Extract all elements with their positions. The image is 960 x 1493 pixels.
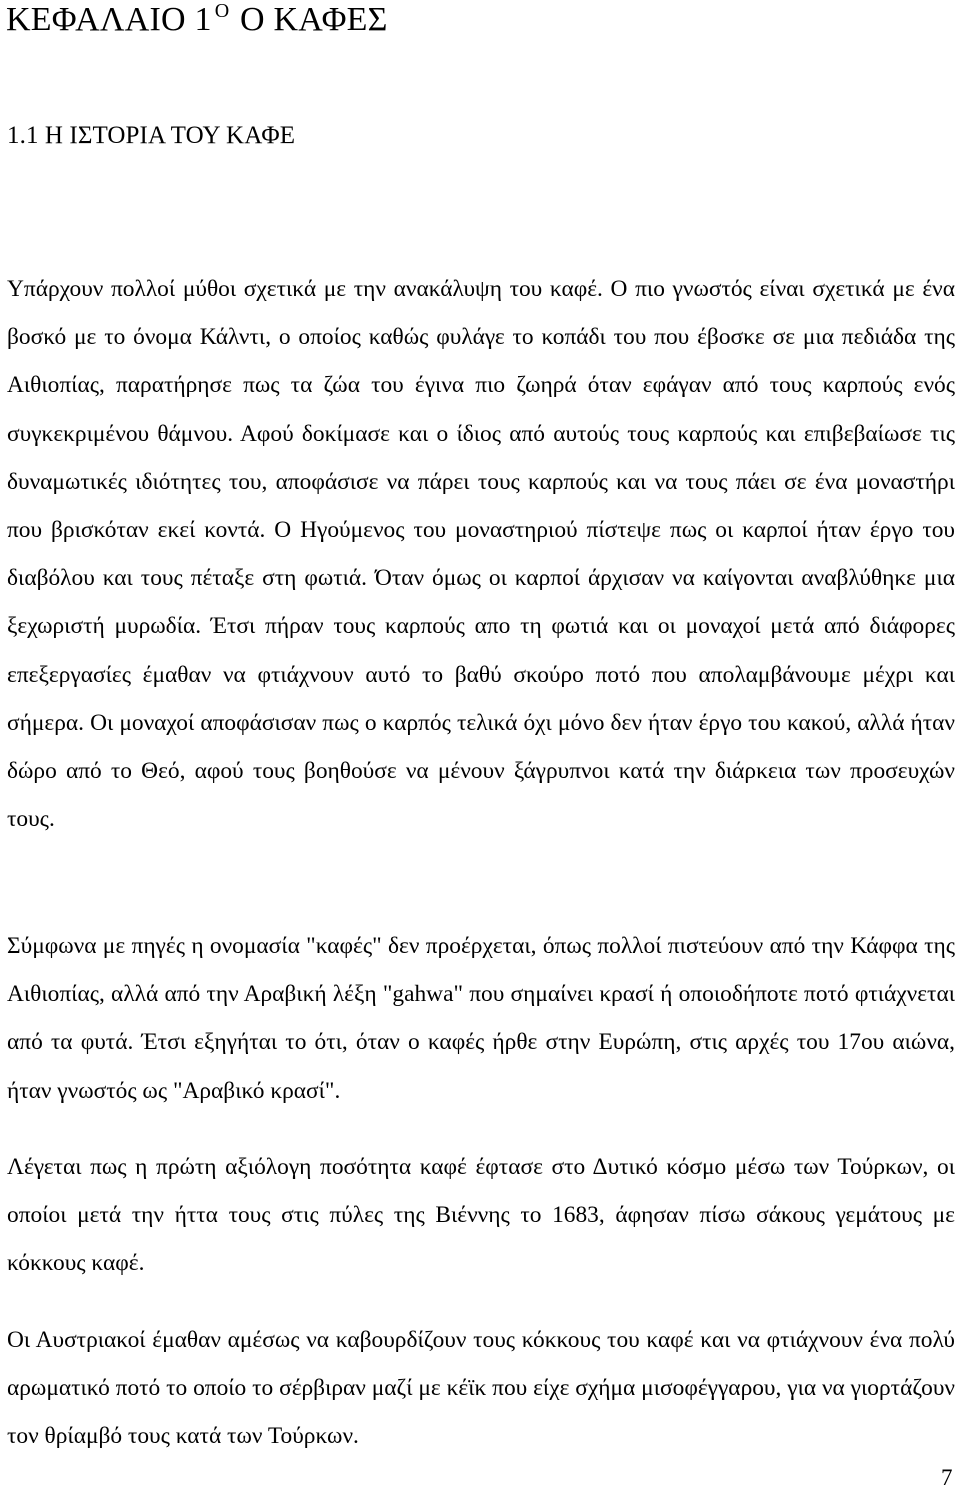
section-title: 1.1 Η ΙΣΤΟΡΙΑ ΤΟΥ ΚΑΦΕ [7, 122, 296, 149]
paragraph-coffee-austrians: Οι Αυστριακοί έμαθαν αμέσως να καβουρδίζουν τους κόκκους του καφέ και να φτιάχνουν ένα πολύ αρωματικό ποτό το οποίο το σέρβιραν μαζί με κέϊκ που είχε σχήμα μισοφέγγαρου, για να γιορτάζουν τον θρίαμβό τους κατά των Τούρκων. [7, 1327, 955, 1450]
chapter-title-prefix: ΚΕΦΑΛΑΙΟ 1 [6, 1, 212, 38]
page-number: 7 [941, 1465, 953, 1490]
chapter-title-superscript: Ο [214, 0, 230, 22]
paragraph-coffee-turks: Λέγεται πως η πρώτη αξιόλογη ποσότητα καφέ έφτασε στο Δυτικό κόσμο μέσω των Τούρκων, οι οποίοι μετά την ήττα τους στις πύλες της Βιέννης το 1683, άφησαν πίσω σάκους γεμάτους με κόκκους καφέ. [7, 1154, 955, 1277]
chapter-title-suffix: Ο ΚΑΦΕΣ [240, 1, 388, 38]
paragraph-coffee-etymology: Σύμφωνα με πηγές η ονομασία "καφές" δεν προέρχεται, όπως πολλοί πιστεύουν από την Κάφφα της Αιθιοπίας, αλλά από την Αραβική λέξη "gahwa" που σημαίνει κρασί ή οποιοδήποτε ποτό φτιάχνεται από τα φυτά. Έτσι εξηγήται το ότι, όταν ο καφές ήρθε στην Ευρώπη, στις αρχές του 17ου αιώνα, ήταν γνωστός ως "Αραβικό κρασί". [7, 933, 955, 1104]
chapter-title [6, 0, 388, 46]
paragraph-coffee-legend: Υπάρχουν πολλοί μύθοι σχετικά με την ανακάλυψη του καφέ. Ο πιο γνωστός είναι σχετικά με ένα βοσκό με το όνομα Κάλντι, ο οποίος καθώς φυλάγε το κοπάδι του που έβοσκε σε μια πεδιάδα της Αιθιοπίας, παρατήρησε πως τα ζώα του έγινα πιο ζωηρά όταν εφάγαν από τους καρπούς ενός συγκεκριμένου θάμνου. Αφού δοκίμασε και ο ίδιος από αυτούς τους καρπούς και επιβεβαίωσε τις δυναμωτικές ιδιότητες του, αποφάσισε να πάρει τους καρπούς και να τους πάει σε ένα μοναστήρι που βρισκόταν εκεί κοντά. Ο Ηγούμενος του μοναστηριού πίστεψε πως οι καρποί ήταν έργο του διαβόλου και τους πέταξε στη φωτιά. Όταν όμως οι καρποί άρχισαν να καίγονται αναβλύθηκε μια ξεχωριστή μυρωδία. Έτσι πήραν τους καρπούς απο τη φωτιά και οι μοναχοί μετά από διάφορες επεξεργασίες έμαθαν να φτιάχνουν αυτό το βαθύ σκούρο ποτό που απολαμβάνουμε μέχρι και σήμερα. Οι μοναχοί αποφάσισαν πως ο καρπός τελικά όχι μόνο δεν ήταν έργο του κακού, αλλά ήταν δώρο από το Θεό, αφού τους βοηθούσε να μένουν ξάγρυπνοι κατά την διάρκεια των προσευχών τους. [7, 276, 955, 833]
